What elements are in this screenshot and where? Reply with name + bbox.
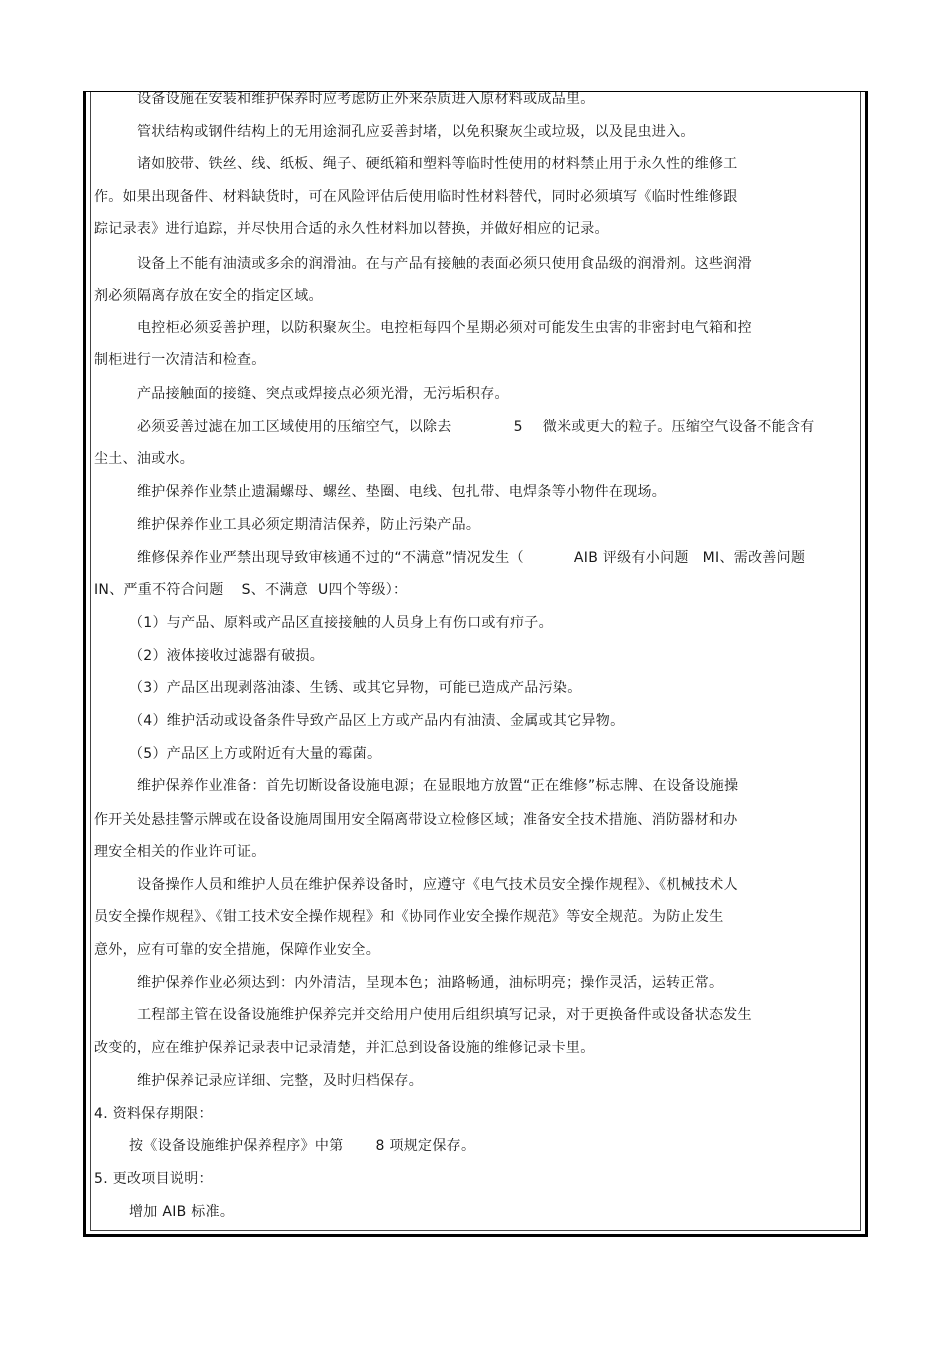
paragraph-line: 员安全操作规程》、《钳工技术安全操作规程》和《协同作业安全操作规范》等安全规范。为防止发生 bbox=[94, 909, 724, 925]
paragraph-line: 维护保养作业工具必须定期清洁保养，防止污染产品。 bbox=[137, 517, 481, 533]
paragraph-line: 设备设施在安装和维护保养时应考虑防止外来杂质进入原材料或成品里。 bbox=[137, 91, 595, 107]
line-segment: 必须妥善过滤在加工区域使用的压缩空气，以除去 bbox=[137, 419, 452, 435]
paragraph-line bbox=[137, 549, 805, 567]
line-segment: 按《设备设施维护保养程序》中第 bbox=[129, 1138, 344, 1154]
paragraph-line bbox=[94, 581, 407, 599]
line-segment: IN、严重不符合问题 bbox=[94, 582, 224, 598]
line-segment: MI、需改善问题 bbox=[702, 550, 806, 566]
paragraph-line: 作。如果出现备件、材料缺货时，可在风险评估后使用临时性材料替代，同时必须填写《临时性维修跟 bbox=[94, 189, 738, 205]
paragraph-line: 改变的，应在维护保养记录表中记录清楚，并汇总到设备设施的维修记录卡里。 bbox=[94, 1040, 595, 1056]
line-segment: 8 项规定保存。 bbox=[375, 1138, 476, 1154]
list-item: （1）与产品、原料或产品区直接接触的人员身上有伤口或有疖子。 bbox=[129, 615, 553, 631]
section-heading: 5. 更改项目说明： bbox=[94, 1171, 213, 1187]
paragraph-line: 维护保养记录应详细、完整，及时归档保存。 bbox=[137, 1073, 423, 1089]
paragraph-line bbox=[137, 418, 815, 436]
paragraph-line bbox=[129, 1137, 475, 1155]
line-segment: U四个等级）： bbox=[318, 582, 408, 598]
line-segment: S、不满意 bbox=[241, 582, 308, 598]
line-segment: 维修保养作业严禁出现导致审核通不过的“不满意”情况发生（ bbox=[137, 550, 524, 566]
paragraph-line: 电控柜必须妥善护理，以防积聚灰尘。电控柜每四个星期必须对可能发生虫害的非密封电气箱和控 bbox=[137, 320, 752, 336]
list-item: （4）维护活动或设备条件导致产品区上方或产品内有油渍、金属或其它异物。 bbox=[129, 713, 625, 729]
paragraph-line: 设备上不能有油渍或多余的润滑油。在与产品有接触的表面必须只使用食品级的润滑剂。这些润滑 bbox=[137, 256, 752, 272]
paragraph-line: 工程部主管在设备设施维护保养完并交给用户使用后组织填写记录，对于更换备件或设备状态发生 bbox=[137, 1007, 752, 1023]
list-item: （2）液体接收过滤器有破损。 bbox=[129, 648, 325, 664]
paragraph-line: 设备操作人员和维护人员在维护保养设备时，应遵守《电气技术员安全操作规程》、《机械技术人 bbox=[137, 877, 738, 893]
line-segment: 5 bbox=[513, 419, 523, 435]
paragraph-line: 意外，应有可靠的安全措施，保障作业安全。 bbox=[94, 942, 380, 958]
paragraph-line: 诸如胶带、铁丝、线、纸板、绳子、硬纸箱和塑料等临时性使用的材料禁止用于永久性的维修工 bbox=[137, 156, 738, 172]
section-heading: 4. 资料保存期限： bbox=[94, 1106, 213, 1122]
paragraph-line: 管状结构或钢件结构上的无用途洞孔应妥善封堵，以免积聚灰尘或垃圾，以及昆虫进入。 bbox=[137, 124, 695, 140]
paragraph-line: 增加 AIB 标准。 bbox=[129, 1204, 235, 1220]
paragraph-line: 作开关处悬挂警示牌或在设备设施周围用安全隔离带设立检修区域；准备安全技术措施、消防器材和办 bbox=[94, 812, 738, 828]
list-item: （3）产品区出现剥落油漆、生锈、或其它异物，可能已造成产品污染。 bbox=[129, 680, 582, 696]
paragraph-line: 维护保养作业必须达到：内外清洁，呈现本色；油路畅通，油标明亮；操作灵活，运转正常。 bbox=[137, 975, 724, 991]
line-segment: AIB 评级有小问题 bbox=[573, 550, 689, 566]
paragraph-line: 维护保养作业准备：首先切断设备设施电源；在显眼地方放置“正在维修”标志牌、在设备设施操 bbox=[137, 778, 739, 794]
paragraph-line: 维护保养作业禁止遗漏螺母、螺丝、垫圈、电线、包扎带、电焊条等小物件在现场。 bbox=[137, 484, 667, 500]
paragraph-line: 尘土、油或水。 bbox=[94, 451, 195, 467]
line-segment: 微米或更大的粒子。压缩空气设备不能含有 bbox=[542, 419, 815, 435]
paragraph-line: 剂必须隔离存放在安全的指定区域。 bbox=[94, 288, 323, 304]
paragraph-line: 踪记录表》进行追踪，并尽快用合适的永久性材料加以替换，并做好相应的记录。 bbox=[94, 221, 609, 237]
paragraph-line: 产品接触面的接缝、突点或焊接点必须光滑，无污垢积存。 bbox=[137, 386, 509, 402]
paragraph-line: 制柜进行一次清洁和检查。 bbox=[94, 352, 266, 368]
paragraph-line: 理安全相关的作业许可证。 bbox=[94, 844, 266, 860]
list-item: （5）产品区上方或附近有大量的霉菌。 bbox=[129, 746, 382, 762]
